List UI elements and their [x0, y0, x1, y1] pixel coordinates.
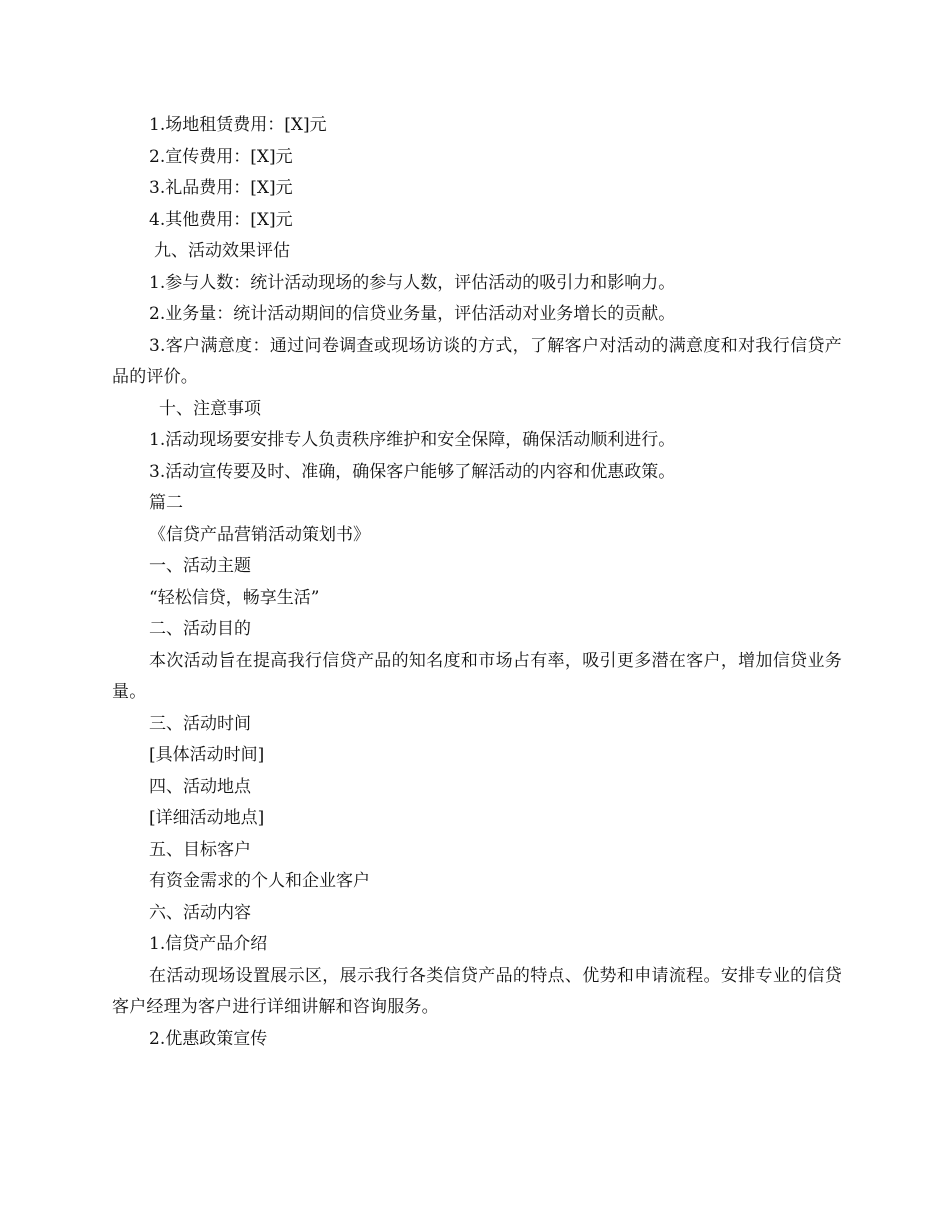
- budget-item-gifts: 3.礼品费用：[X]元: [149, 178, 293, 198]
- budget-item-other: 4.其他费用：[X]元: [149, 209, 293, 230]
- time-text: [具体活动时间]: [149, 745, 265, 765]
- section-heading-target: 五、目标客户: [149, 839, 251, 860]
- notes-item-3: 3.活动宣传要及时、准确，确保客户能够了解活动的内容和优惠政策。: [149, 461, 676, 482]
- notes-item-1: 1.活动现场要安排专人负责秩序维护和安全保障，确保活动顺利进行。: [149, 430, 676, 450]
- location-text: [详细活动地点]: [149, 808, 265, 828]
- document-title: 《信贷产品营销活动策划书》: [149, 524, 370, 545]
- section-heading-theme: 一、活动主题: [149, 556, 251, 576]
- evaluation-item-participants: 1.参与人数：统计活动现场的参与人数，评估活动的吸引力和影响力。: [149, 272, 676, 293]
- theme-text: “轻松信贷，畅享生活”: [149, 587, 320, 608]
- section-heading-evaluation: 九、活动效果评估: [154, 241, 290, 261]
- content-item-1-text: 在活动现场设置展示区，展示我行各类信贷产品的特点、优势和申请流程。安排专业的信贷客户经理为客户进行详细讲解和咨询服务。: [112, 965, 842, 1017]
- section-heading-purpose: 二、活动目的: [149, 619, 251, 639]
- content-item-1-heading: 1.信贷产品介绍: [149, 934, 268, 954]
- part-label: 篇二: [149, 493, 183, 513]
- target-text: 有资金需求的个人和企业客户: [149, 871, 370, 891]
- section-heading-notes: 十、注意事项: [159, 398, 261, 419]
- document-body: [112, 110, 842, 1055]
- budget-item-venue: 1.场地租赁费用：[X]元: [149, 115, 327, 135]
- section-heading-content: 六、活动内容: [149, 902, 251, 923]
- content-item-2-heading: 2.优惠政策宣传: [149, 1028, 268, 1049]
- evaluation-item-business: 2.业务量：统计活动期间的信贷业务量，评估活动对业务增长的贡献。: [149, 304, 676, 324]
- purpose-text: 本次活动旨在提高我行信贷产品的知名度和市场占有率，吸引更多潜在客户，增加信贷业务量。: [112, 650, 842, 702]
- section-heading-location: 四、活动地点: [149, 776, 251, 797]
- budget-item-publicity: 2.宣传费用：[X]元: [149, 146, 293, 167]
- evaluation-item-satisfaction: 3.客户满意度：通过问卷调查或现场访谈的方式，了解客户对活动的满意度和对我行信贷产品的评价。: [112, 335, 842, 387]
- section-heading-time: 三、活动时间: [149, 713, 251, 734]
